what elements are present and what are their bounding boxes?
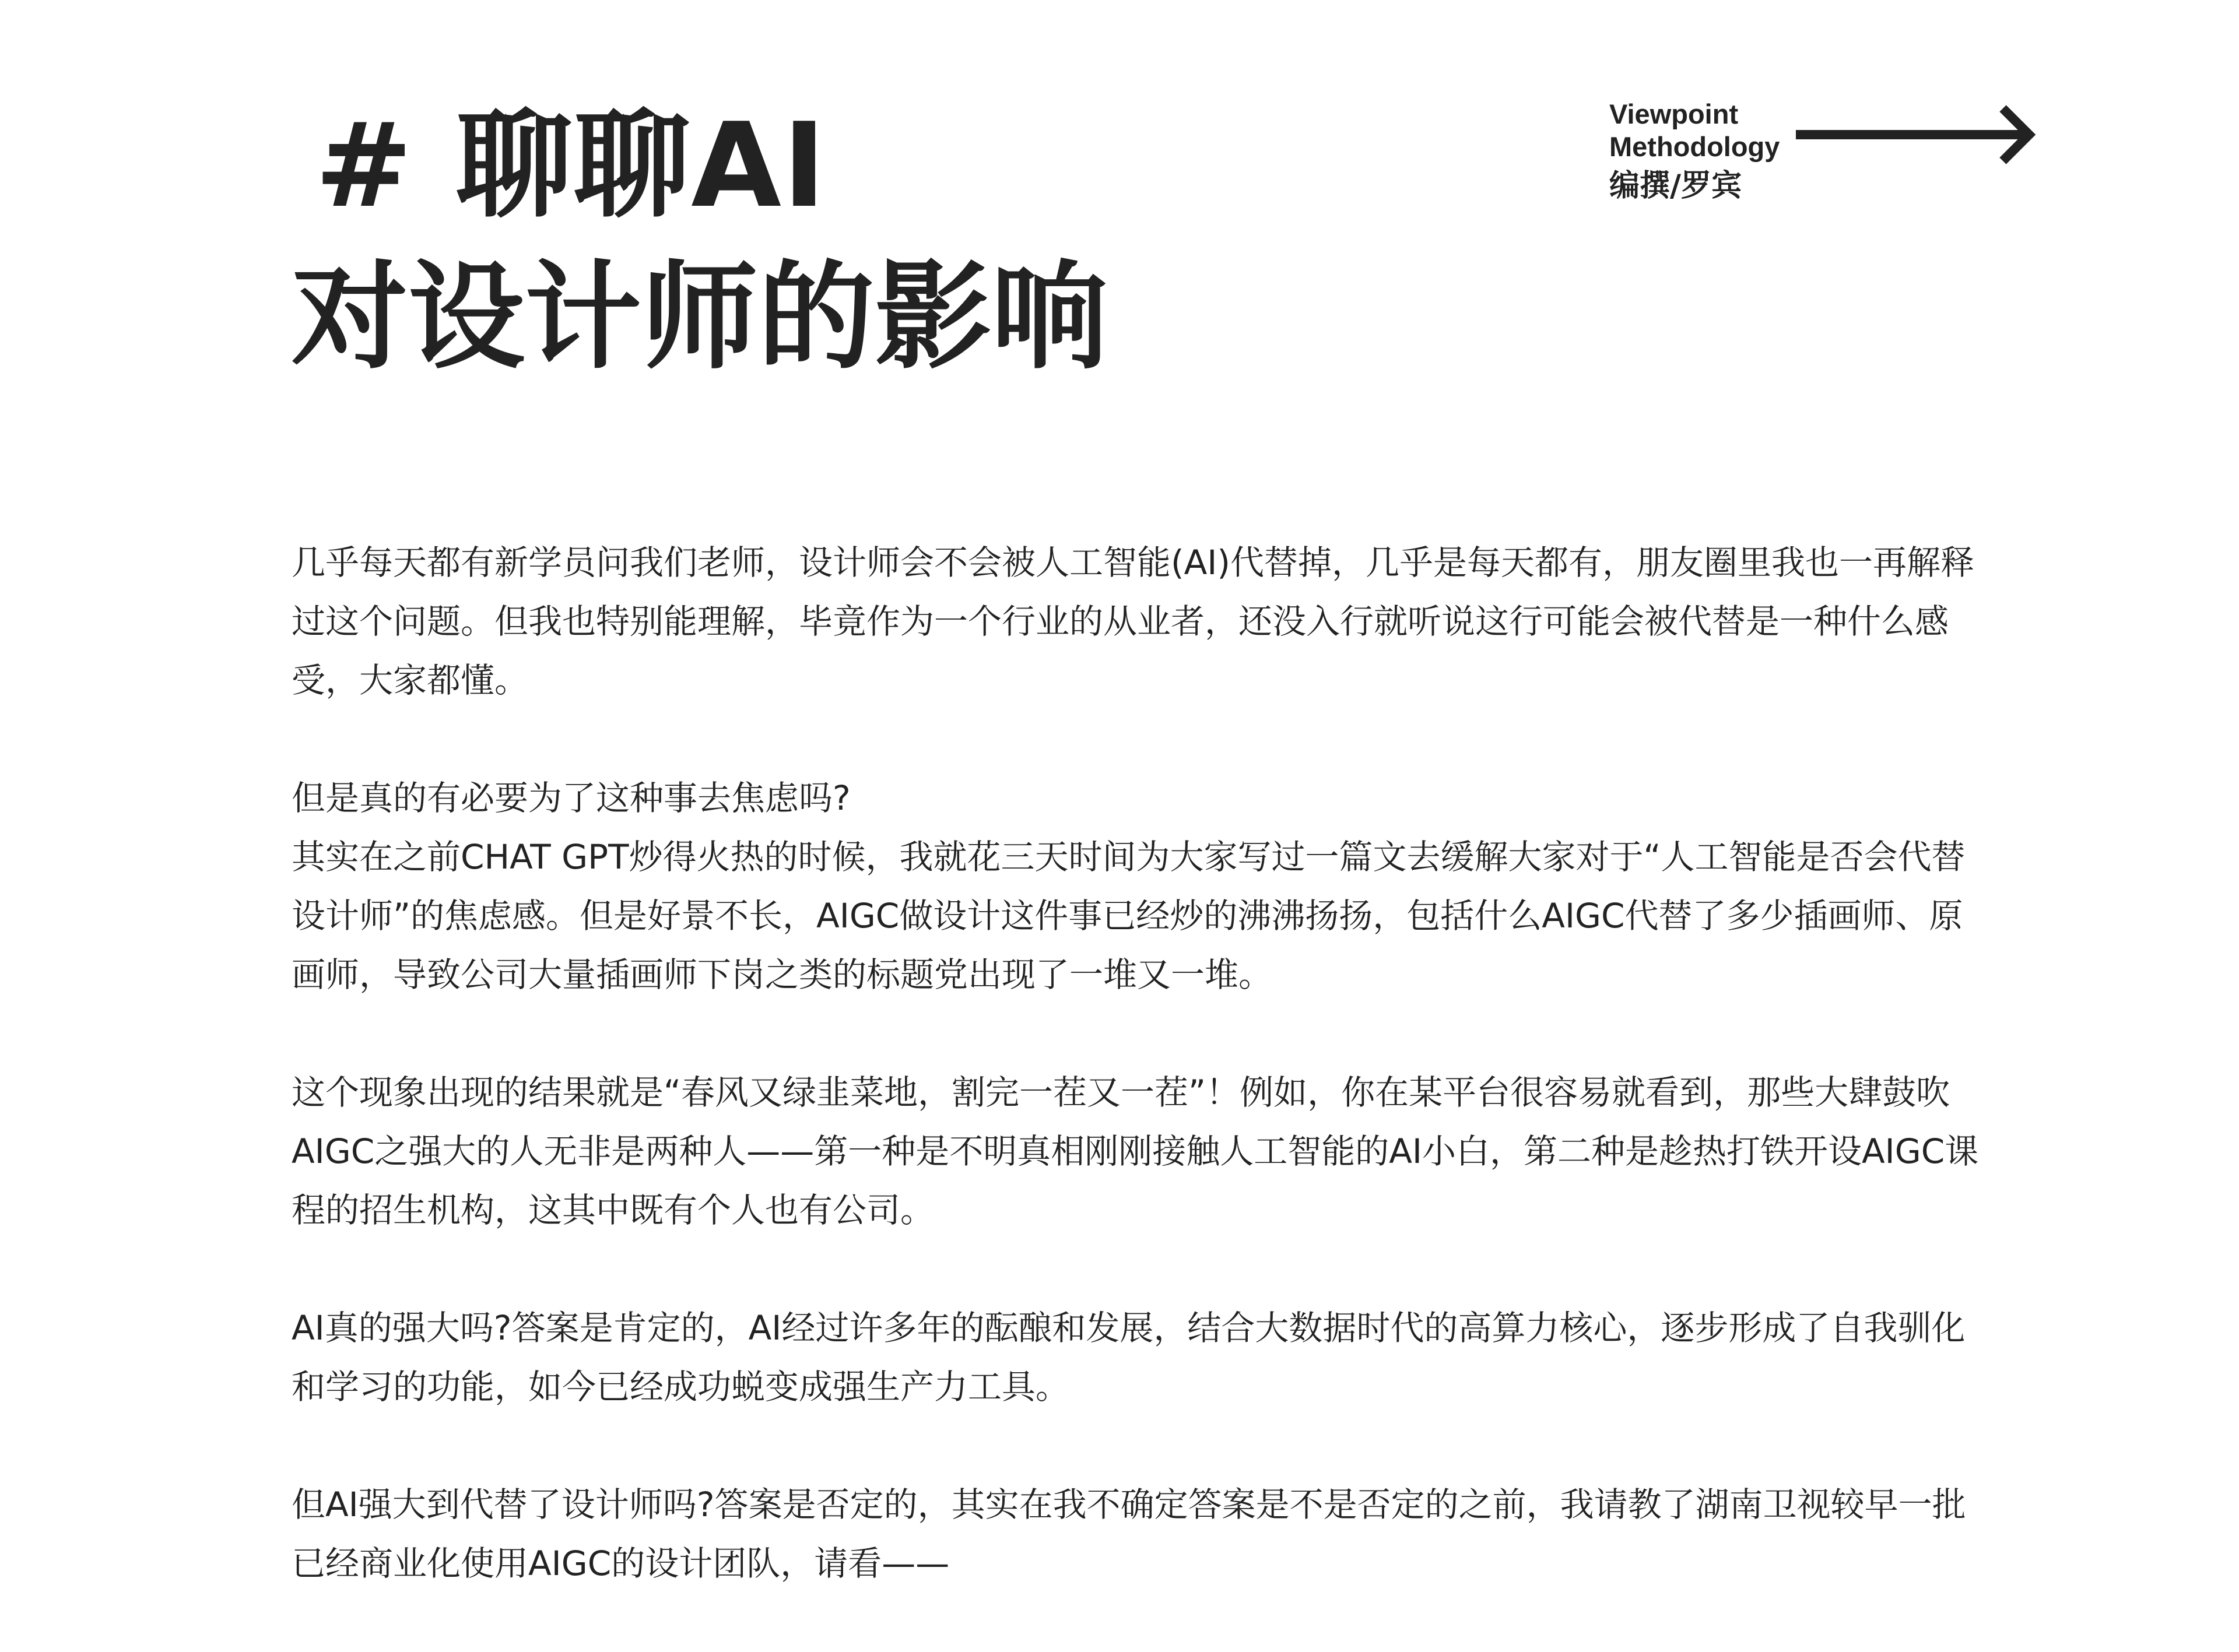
page-title-line2: 对设计师的影响 [292,249,1108,385]
article-body [292,533,1988,1652]
page-title-line1: # 聊聊AI [315,98,827,234]
article-paragraph-2: 但是真的有必要为了这种事去焦虑吗? [292,778,851,818]
meta-editor: 编撰/罗宾 [1609,168,1742,203]
article-paragraph-6: 但AI强大到代替了设计师吗?答案是否定的，其实在我不确定答案是不是否定的之前，我请教了湖南卫视较早一批已经商业化使用AIGC的设计团队，请看—— [292,1485,1966,1583]
meta-viewpoint: Viewpoint [1609,99,1739,129]
article-paragraph-3: 其实在之前CHAT GPT炒得火热的时候，我就花三天时间为大家写过一篇文去缓解大家对于“人工智能是否会代替设计师”的焦虑感。但是好景不长，AIGC做设计这件事已经炒的沸沸扬扬，包括什么AIGC代替了多少插画师、原画师，导致公司大量插画师下岗之类的标题党出现了一堆又一堆。 [292,837,1966,994]
arrow-right-icon [1796,103,2041,167]
article-paragraph-1: 几乎每天都有新学员问我们老师，设计师会不会被人工智能(AI)代替掉，几乎是每天都有，朋友圈里我也一再解释过这个问题。但我也特别能理解，毕竟作为一个行业的从业者，还没入行就听说这行可能会被代替是一种什么感受，大家都懂。 [292,543,1975,700]
article-paragraph-5: AI真的强大吗?答案是肯定的，AI经过许多年的酝酿和发展，结合大数据时代的高算力核心，逐步形成了自我驯化和学习的功能，如今已经成功蜕变成强生产力工具。 [292,1308,1966,1407]
article-paragraph-4: 这个现象出现的结果就是“春风又绿韭菜地，割完一茬又一茬”！例如，你在某平台很容易就看到，那些大肆鼓吹AIGC之强大的人无非是两种人——第一种是不明真相刚刚接触人工智能的AI小白，第二种是趁热打铁开设AIGC课程的招生机构，这其中既有个人也有公司。 [292,1073,1979,1230]
meta-block [1609,98,1780,206]
meta-methodology: Methodology [1609,131,1780,162]
